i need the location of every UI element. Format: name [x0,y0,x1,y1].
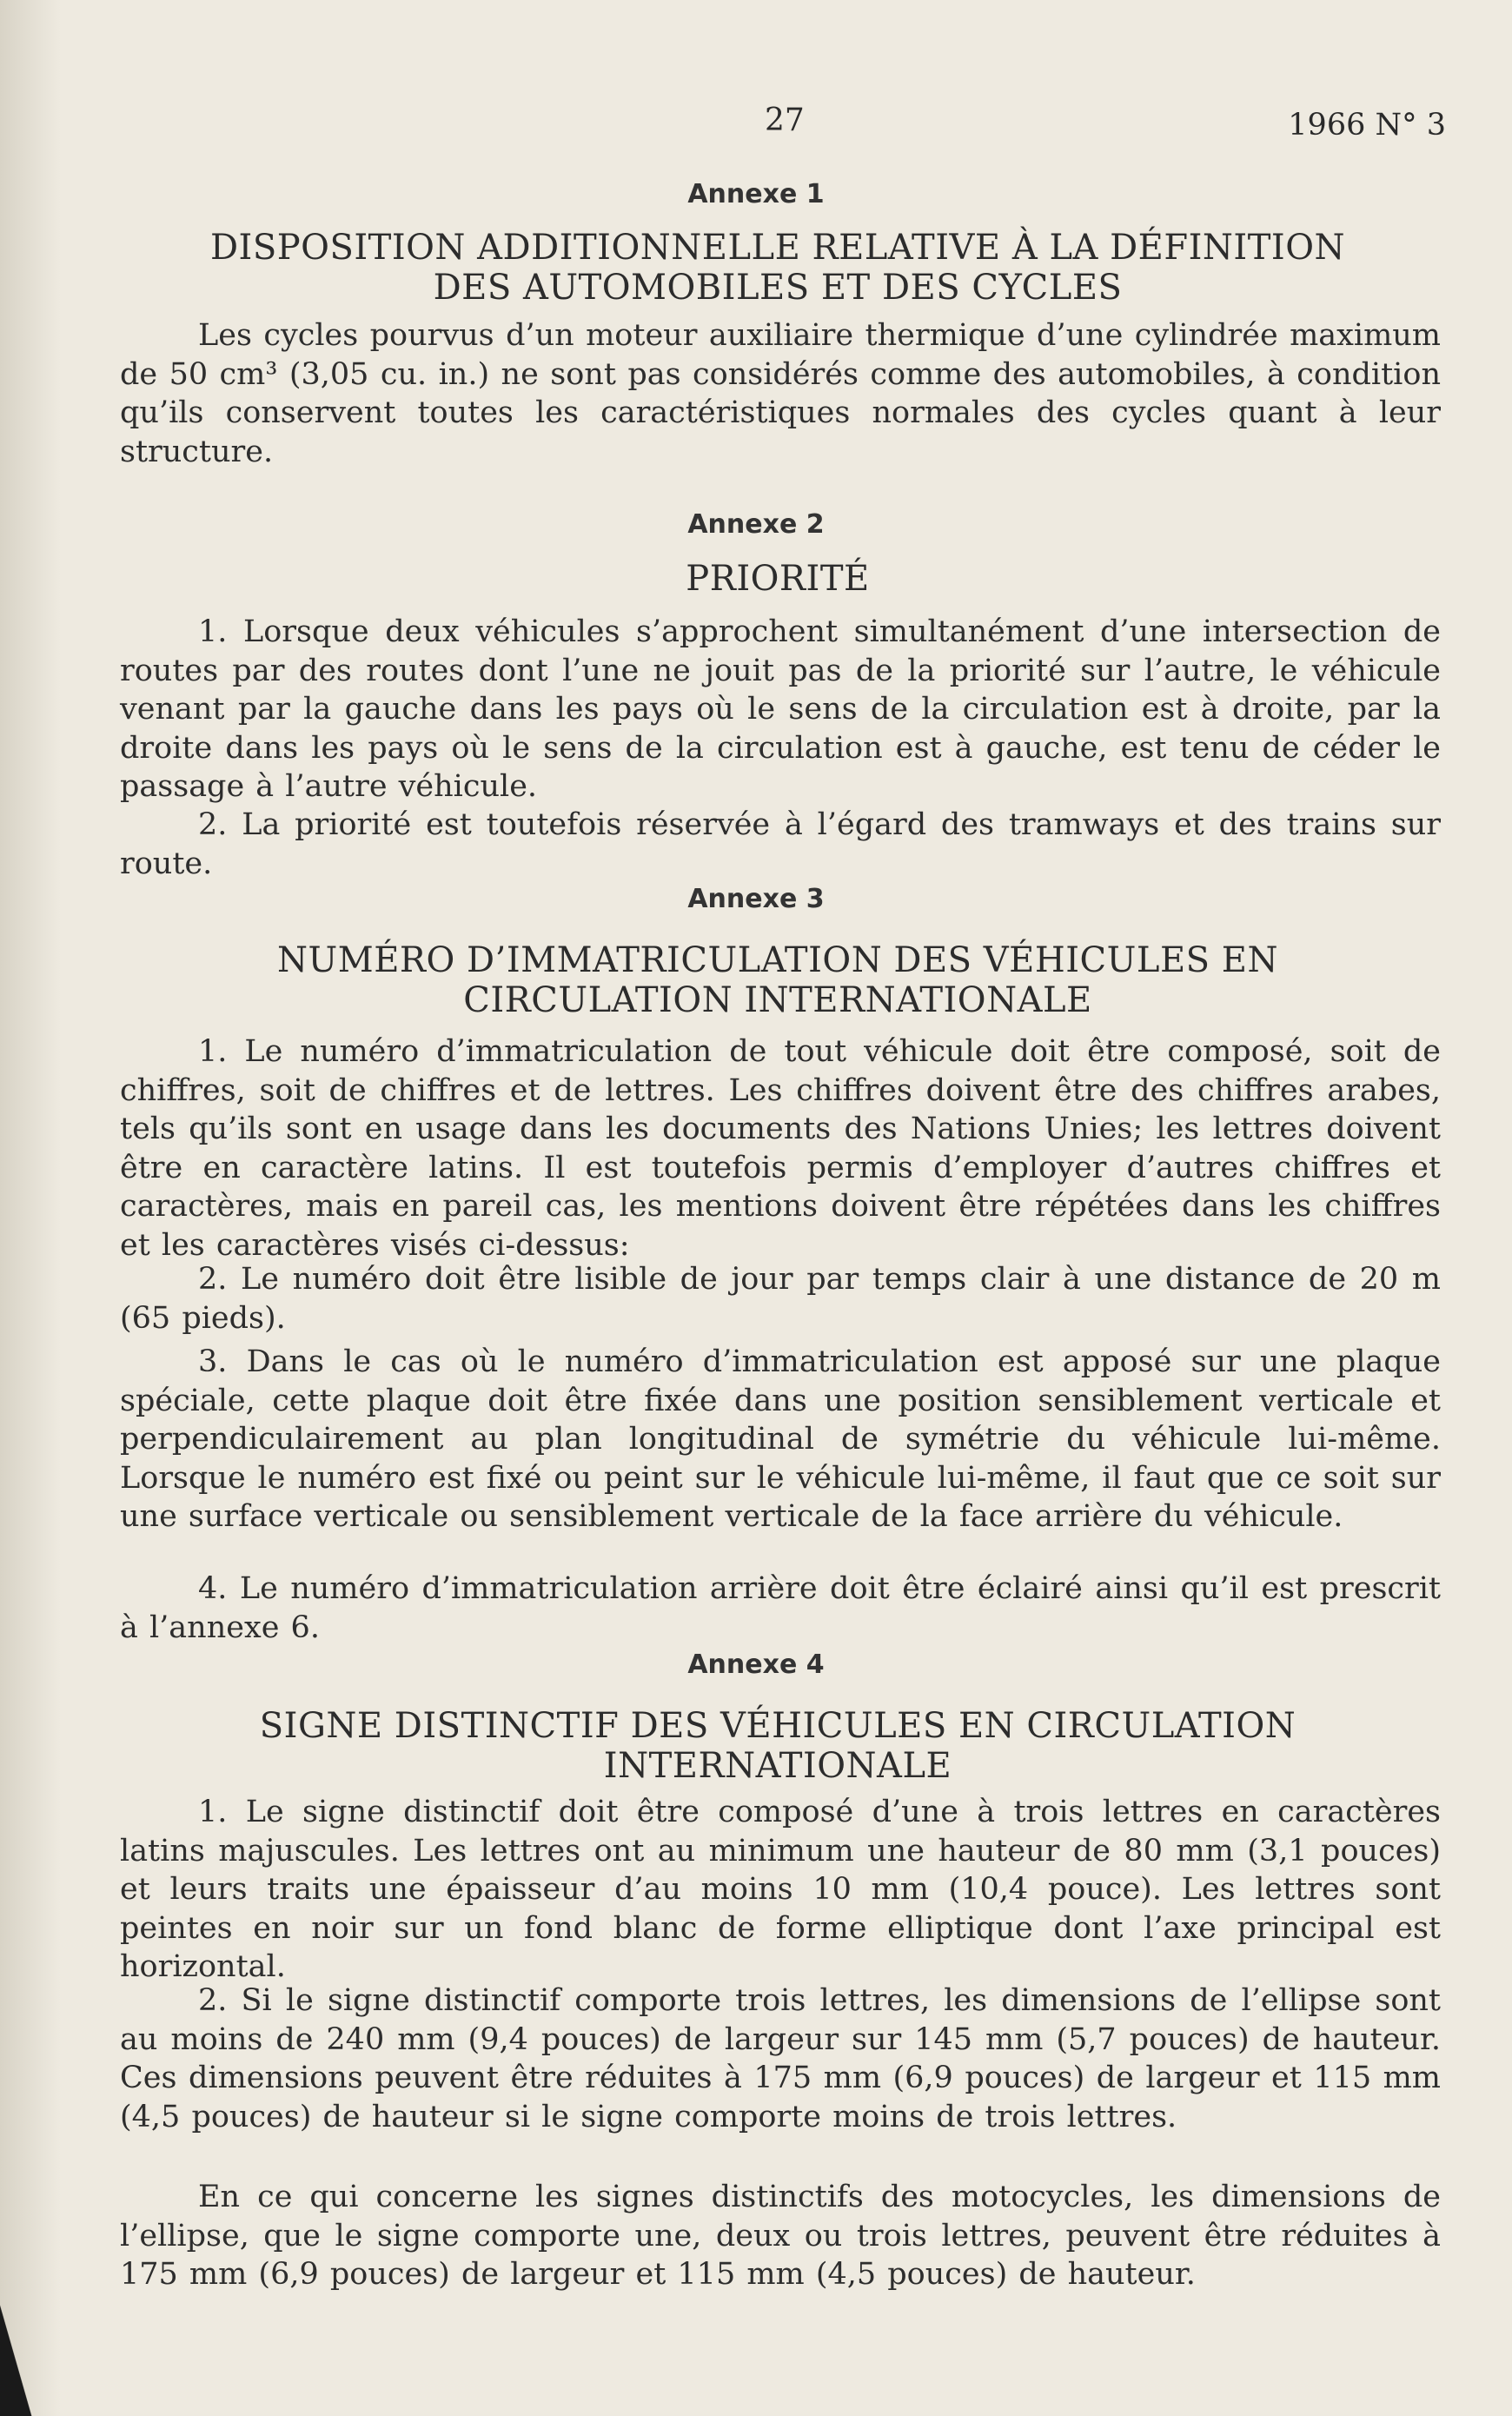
annex-4-paragraph-3: En ce qui concerne les signes distinctifs des motocycles, les dimensions de l’ellipse, que le signe comporte une, deux ou trois lettres, peuvent être réduites à 175 mm (6,9 pouces) de largeur et 115 mm (4,5 pouces) de hauteur. [120,2180,1441,2292]
binding-gutter [0,0,61,2416]
annex-3-paragraph-4: 4. Le numéro d’immatriculation arrière doit être éclairé ainsi qu’il est prescrit à l’annexe 6. [120,1571,1441,1645]
annex-4-paragraph-2: 2. Si le signe distinctif comporte trois lettres, les dimensions de l’ellipse sont au moins de 240 mm (9,4 pouces) de largeur sur 145 mm (5,7 pouces) de hauteur. Ces dimensions peuvent être réduites à 175 mm (6,9 pouces) de largeur et 115 mm (4,5 pouces) de hauteur si le signe comporte moins de trois lettres. [120,1983,1441,2134]
annex-2-paragraph-2: 2. La priorité est toutefois réservée à l’égard des tramways et des trains sur route. [120,807,1441,881]
page-number: 27 [765,103,805,138]
annex-2-title: PRIORITÉ [686,559,870,599]
annex-3-paragraph-2: 2. Le numéro doit être lisible de jour par temps clair à une distance de 20 m (65 pieds). [120,1262,1441,1336]
annex-3-paragraph-3: 3. Dans le cas où le numéro d’immatriculation est apposé sur une plaque spéciale, cette plaque doit être fixée dans une position sensiblement verticale et perpendiculairement au plan longitudinal de symétrie du véhicule lui-même. Lorsque le numéro est fixé ou peint sur le véhicule lui-même, il faut que ce soit sur une surface verticale ou sensiblement verticale de la face arrière du véhicule. [120,1344,1441,1534]
annex-4-paragraph-1: 1. Le signe distinctif doit être composé d’une à trois lettres en caractères latins majuscules. Les lettres ont au minimum une hauteur de 80 mm (3,1 pouces) et leurs traits une épaisseur d’au moins 10 mm (10,4 pouce). Les lettres sont peintes en noir sur un fond blanc de forme elliptique dont l’axe principal est horizontal. [120,1795,1441,1984]
annex-3-title: NUMÉRO D’IMMATRICULATION DES VÉHICULES EN CIRCULATION INTERNATIONALE [277,940,1278,1020]
annex-3-label: Annexe 3 [687,884,825,914]
issue-number: 1966 N° 3 [1288,108,1446,143]
annex-3-paragraph-1: 1. Le numéro d’immatriculation de tout véhicule doit être composé, soit de chiffres, soit de chiffres et de lettres. Les chiffres doivent être des chiffres arabes, tels qu’ils sont en usage dans les documents des Nations Unies; les lettres doivent être en caractère latins. Il est toutefois permis d’employer d’autres chiffres et caractères, mais en pareil cas, les mentions doivent être répétées dans les chiffres et les caractères visés ci-dessus: [120,1034,1441,1263]
annex-4-title: SIGNE DISTINCTIF DES VÉHICULES EN CIRCULATION INTERNATIONALE [259,1706,1296,1786]
page-corner-shadow [0,2294,35,2416]
annex-2-label: Annexe 2 [687,509,825,540]
annex-1-label: Annexe 1 [687,179,825,209]
annex-4-label: Annexe 4 [687,1649,825,1680]
annex-2-paragraph-1: 1. Lorsque deux véhicules s’approchent simultanément d’une intersection de routes par des routes dont l’une ne jouit pas de la priorité sur l’autre, le véhicule venant par la gauche dans les pays où le sens de la circulation est à droite, par la droite dans les pays où le sens de la circulation est à gauche, est tenu de céder le passage à l’autre véhicule. [120,614,1441,804]
annex-1-title: DISPOSITION ADDITIONNELLE RELATIVE À LA DÉFINITION DES AUTOMOBILES ET DES CYCLES [209,228,1346,308]
annex-1-paragraph: Les cycles pourvus d’un moteur auxiliaire thermique d’une cylindrée maximum de 50 cm³ (3,05 cu. in.) ne sont pas considérés comme des automobiles, à condition qu’ils conservent toutes les caractéristiques normales des cycles quant à leur structure. [120,318,1441,469]
